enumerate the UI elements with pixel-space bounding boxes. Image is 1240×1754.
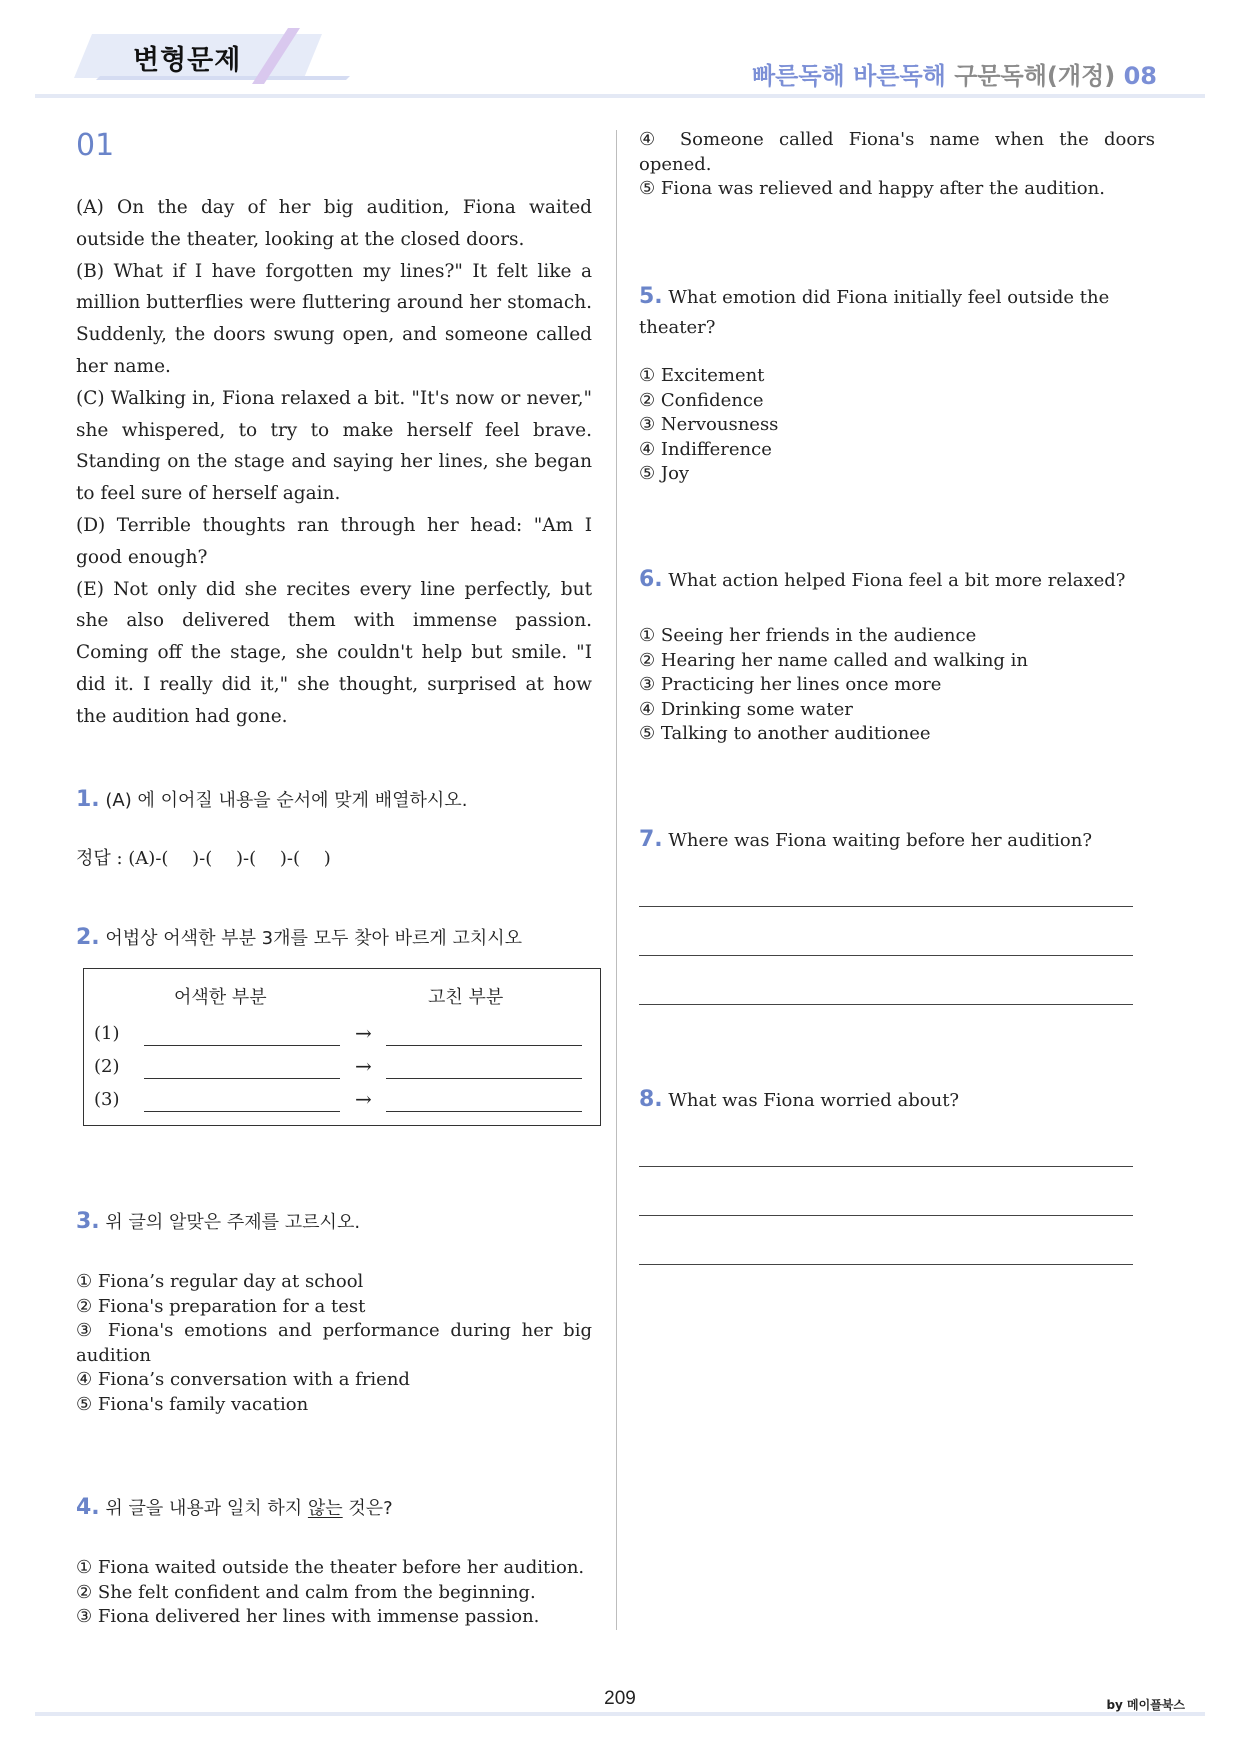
correction-row [94,1056,594,1086]
column-header-fixed: 고친 부분 [428,987,504,1008]
answer-line[interactable] [639,1264,1133,1265]
passage-paragraph-e: (E) Not only did she recites every line perfectly, but she also delivered them with immense passion. Coming off the stage, she couldn't help but smile. "I did it. I really did it," she thought, surprised at how the audition had gone. [76,578,592,727]
answer-line[interactable] [639,955,1133,956]
option-5[interactable]: ⑤ Fiona was relieved and happy after the audition. [639,178,1105,199]
question-3-number: 3. [76,1209,100,1234]
column-divider [616,130,617,1630]
question-1-answer: 정답 : (A)-( )-( )-( )-( ) [76,848,331,869]
question-4 [76,1494,393,1520]
question-5 [639,282,1155,343]
page-number: 209 [604,1688,636,1709]
passage-paragraph-c: (C) Walking in, Fiona relaxed a bit. "It's now or never," she whispered, to try to make herself feel brave. Standing on the stage and saying her lines, she began to feel sure of herself again. [76,387,592,505]
question-4-text-start: 위 글을 내용과 일치 하지 [105,1498,308,1519]
question-8 [639,1087,959,1112]
question-2-text: 어법상 어색한 부분 3개를 모두 찾아 바르게 고치시오 [105,928,523,949]
answer-line[interactable] [639,1215,1133,1216]
row-label: (1) [94,1023,120,1044]
arrow-icon: → [355,1021,372,1045]
wrong-answer-blank[interactable] [144,1078,340,1079]
question-3-text: 위 글의 알맞은 주제를 고르시오. [105,1212,361,1233]
question-6 [639,567,1125,592]
option-3[interactable]: ③ Fiona's emotions and performance during her big audition [76,1320,592,1366]
wrong-answer-blank[interactable] [144,1111,340,1112]
question-5-number: 5. [639,284,663,309]
option-5[interactable]: ⑤ Talking to another auditionee [639,723,931,744]
option-3[interactable]: ③ Nervousness [639,414,779,435]
column-header-wrong: 어색한 부분 [174,987,267,1008]
option-1[interactable]: ① Fiona’s regular day at school [76,1271,364,1292]
option-4[interactable]: ④ Indifference [639,438,772,460]
option-3[interactable]: ③ Fiona delivered her lines with immense passion. [76,1606,540,1627]
question-6-text: What action helped Fiona feel a bit more relaxed? [668,570,1126,591]
question-4-text-end: 것은? [342,1498,393,1519]
fixed-answer-blank[interactable] [386,1111,582,1112]
header-divider [35,94,1205,98]
question-5-options [639,364,778,487]
arrow-icon: → [355,1054,372,1078]
fixed-answer-blank[interactable] [386,1078,582,1079]
option-3[interactable]: ③ Practicing her lines once more [639,674,942,695]
fixed-answer-blank[interactable] [386,1045,582,1046]
option-4[interactable]: ④ Fiona’s conversation with a friend [76,1369,410,1390]
option-5[interactable]: ⑤ Joy [639,463,690,484]
question-1 [76,786,467,812]
question-5-text: What emotion did Fiona initially feel outside the theater? [639,287,1110,338]
option-4[interactable]: ④ Someone called Fiona's name when the doors opened. [639,129,1155,175]
question-4-options-right [639,128,1155,202]
question-2-number: 2. [76,925,100,950]
option-1[interactable]: ① Seeing her friends in the audience [639,625,977,646]
footer-divider [35,1712,1205,1716]
row-label: (2) [94,1056,120,1077]
answer-line[interactable] [639,1166,1133,1167]
answer-line[interactable] [639,1004,1133,1005]
question-7 [639,827,1092,852]
question-6-options [639,624,1028,747]
question-1-text: (A) 에 이어질 내용을 순서에 맞게 배열하시오. [105,790,468,811]
question-4-number: 4. [76,1495,100,1520]
series-main: 빠른독해 바른독해 [752,62,946,90]
question-7-text: Where was Fiona waiting before her audition? [668,830,1092,851]
passage-paragraph-a: (A) On the day of her big audition, Fiona waited outside the theater, looking at the closed doors. [76,197,592,250]
option-1[interactable]: ① Fiona waited outside the theater before her audition. [76,1557,585,1578]
passage-number: 01 [76,128,115,163]
question-8-number: 8. [639,1087,663,1112]
question-3-options [76,1270,592,1417]
option-2[interactable]: ② Hearing her name called and walking in [639,649,1029,671]
option-2[interactable]: ② Confidence [639,389,764,411]
passage [76,192,592,733]
correction-row [94,1023,594,1053]
wrong-answer-blank[interactable] [144,1045,340,1046]
question-2 [76,924,522,950]
row-label: (3) [94,1089,120,1110]
question-4-text [105,1498,392,1519]
correction-table [83,968,601,1126]
question-1-number: 1. [76,787,100,812]
option-1[interactable]: ① Excitement [639,365,765,386]
header-series-title [752,56,1157,91]
question-7-number: 7. [639,827,663,852]
passage-paragraph-d: (D) Terrible thoughts ran through her head: "Am I good enough? [76,514,592,568]
answer-line[interactable] [639,906,1133,907]
arrow-icon: → [355,1087,372,1111]
question-6-number: 6. [639,567,663,592]
option-4[interactable]: ④ Drinking some water [639,698,853,720]
unit-number: 08 [1123,62,1157,90]
question-3 [76,1208,360,1234]
publisher-credit: by 메이플북스 [1106,1698,1185,1712]
passage-paragraph-b: (B) What if I have forgotten my lines?" It felt like a million butterflies were fluttering around her stomach. Suddenly, the doors swung open, and someone called her name. [76,260,592,377]
question-4-emphasis: 않는 [307,1498,343,1519]
option-5[interactable]: ⑤ Fiona's family vacation [76,1393,309,1415]
option-2[interactable]: ② She felt confident and calm from the beginning. [76,1581,536,1603]
correction-row [94,1089,594,1119]
series-sub: 구문독해(개정) [954,62,1116,90]
header-badge-title: 변형문제 [133,45,242,76]
question-4-options-left [76,1556,616,1630]
option-2[interactable]: ② Fiona's preparation for a test [76,1295,366,1317]
question-8-text: What was Fiona worried about? [668,1090,960,1111]
